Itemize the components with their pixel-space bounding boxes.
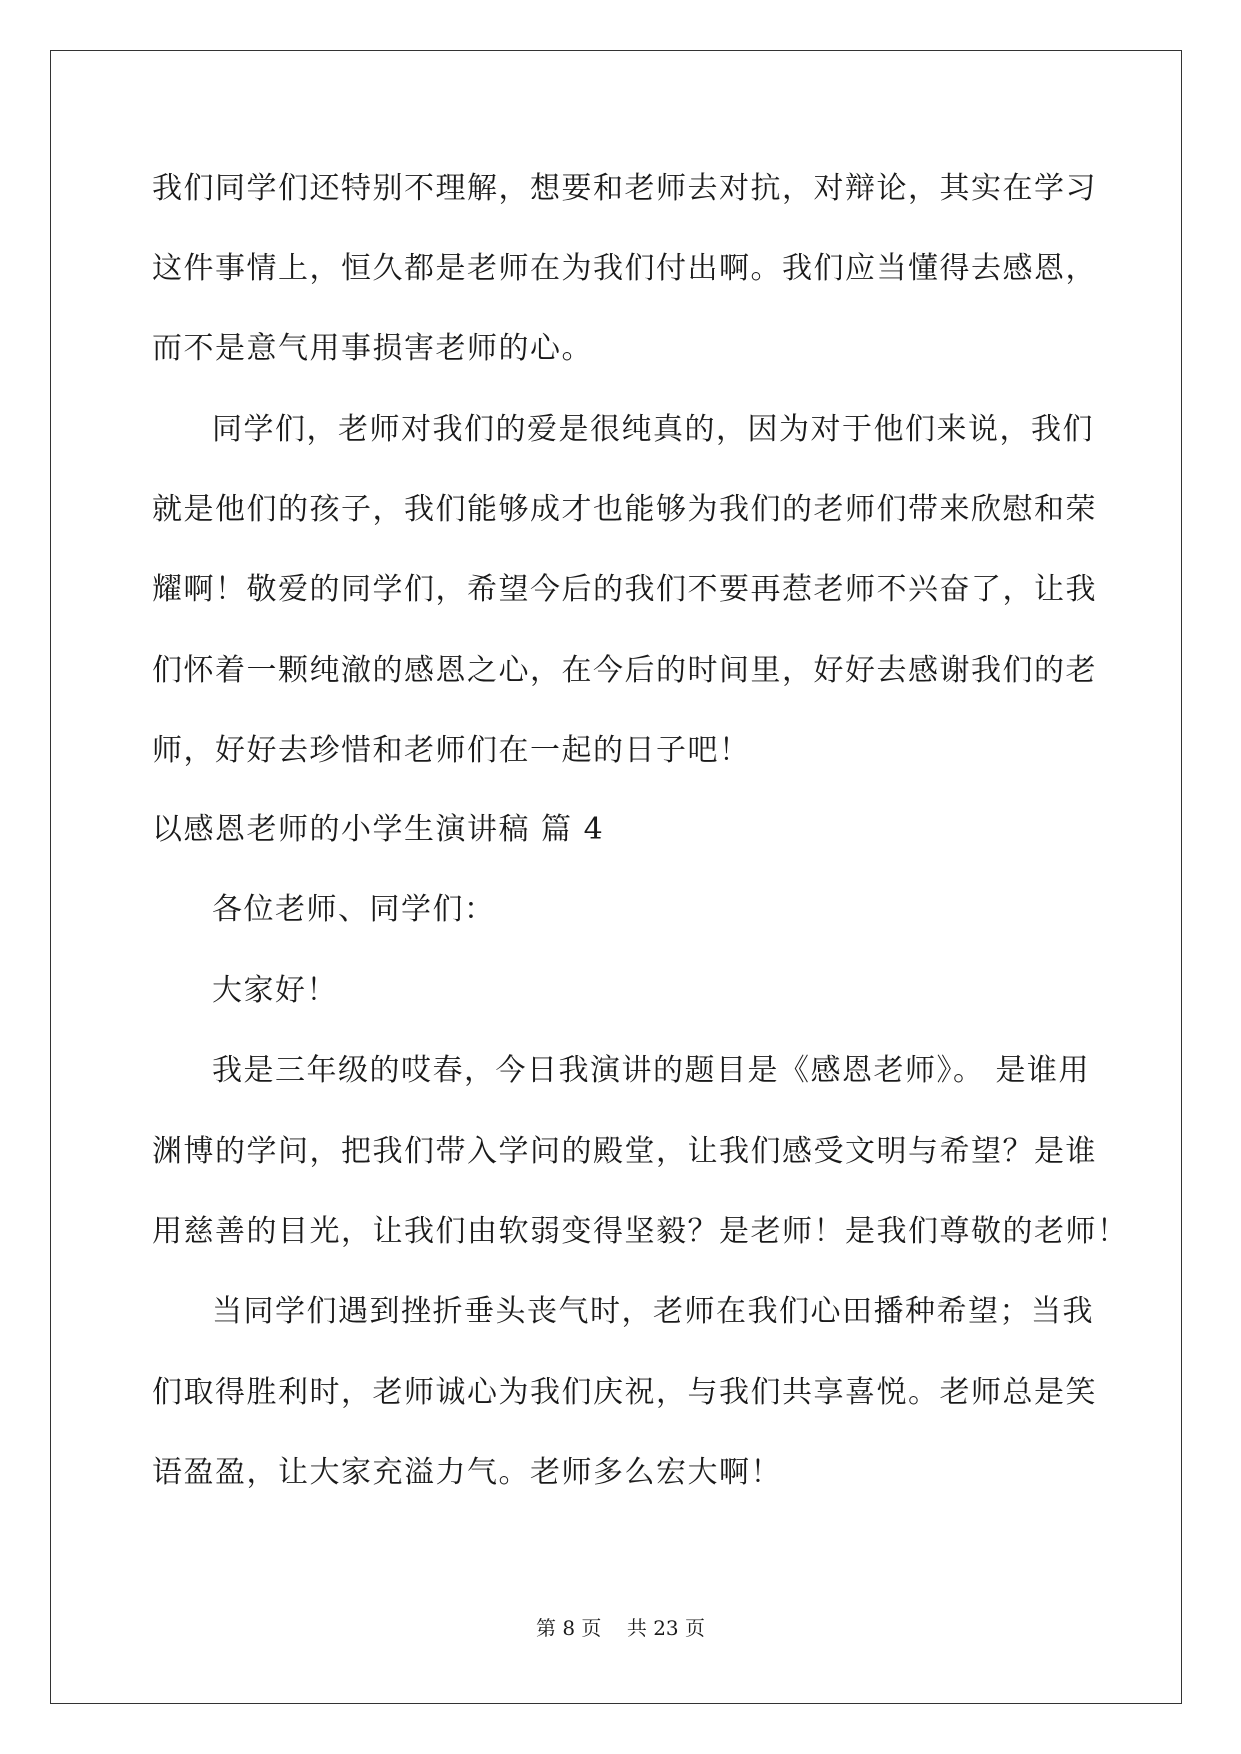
paragraph-line: 渊博的学问，把我们带入学问的殿堂，让我们感受文明与希望？是谁 — [152, 1134, 1097, 1169]
greeting-line: 大家好！ — [212, 973, 338, 1008]
paragraph-line: 们取得胜利时，老师诚心为我们庆祝，与我们共享喜悦。老师总是笑 — [152, 1375, 1097, 1410]
paragraph-line: 当同学们遇到挫折垂头丧气时，老师在我们心田播种希望；当我 — [212, 1294, 1094, 1329]
page-number-footer: 第 8 页 共 23 页 — [535, 1616, 706, 1640]
paragraph-line: 师，好好去珍惜和老师们在一起的日子吧！ — [152, 733, 751, 768]
paragraph-line: 我们同学们还特别不理解，想要和老师去对抗，对辩论，其实在学习 — [152, 171, 1097, 206]
section-heading: 以感恩老师的小学生演讲稿 篇 4 — [152, 812, 605, 847]
paragraph-line: 同学们，老师对我们的爱是很纯真的，因为对于他们来说，我们 — [212, 412, 1094, 447]
salutation-line: 各位老师、同学们： — [212, 892, 496, 927]
paragraph-line: 我是三年级的哎春，今日我演讲的题目是《感恩老师》。 是谁用 — [212, 1053, 1091, 1088]
paragraph-line: 们怀着一颗纯澈的感恩之心，在今后的时间里，好好去感谢我们的老 — [152, 653, 1097, 688]
paragraph-line: 语盈盈，让大家充溢力气。老师多么宏大啊！ — [152, 1455, 782, 1490]
paragraph-line: 这件事情上，恒久都是老师在为我们付出啊。我们应当懂得去感恩， — [152, 251, 1097, 286]
paragraph-line: 而不是意气用事损害老师的心。 — [152, 331, 593, 366]
paragraph-line: 耀啊！敬爱的同学们，希望今后的我们不要再惹老师不兴奋了，让我 — [152, 572, 1097, 607]
paragraph-line: 就是他们的孩子，我们能够成才也能够为我们的老师们带来欣慰和荣 — [152, 492, 1097, 527]
paragraph-line: 用慈善的目光，让我们由软弱变得坚毅？是老师！是我们尊敬的老师！ — [152, 1214, 1129, 1249]
